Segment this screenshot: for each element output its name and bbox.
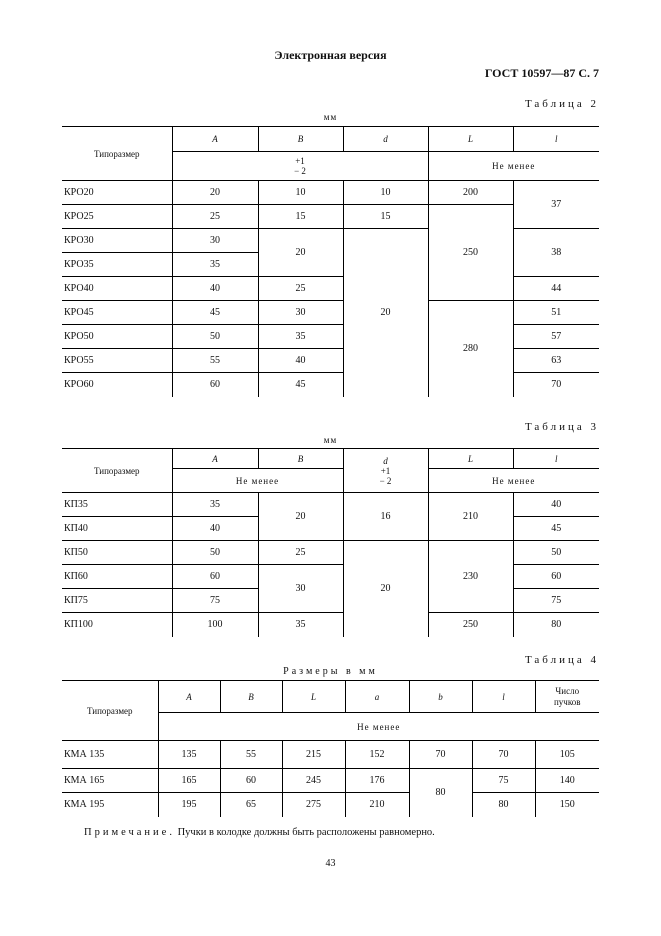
row-name: КРО40: [62, 277, 172, 301]
col-header-l: l: [513, 449, 599, 469]
cell-B: 30: [258, 565, 343, 613]
min-label-ll: Не менее: [428, 469, 599, 493]
cell-L: 275: [282, 793, 345, 817]
cell-B: 20: [258, 493, 343, 541]
row-name: КРО50: [62, 325, 172, 349]
header-electronic-version: Электронная версия: [274, 48, 387, 62]
cell-l: 63: [513, 349, 599, 373]
row-name: КРО45: [62, 301, 172, 325]
cell-bundle-count: 105: [535, 741, 599, 769]
cell-A: 35: [172, 253, 258, 277]
cell-a: 210: [345, 793, 409, 817]
col-header-typesize: Типоразмер: [62, 681, 158, 741]
cell-B: 25: [258, 541, 343, 565]
table2-unit: мм: [323, 112, 338, 122]
note-prefix: Примечание.: [84, 827, 175, 838]
table2: [62, 126, 599, 397]
cell-l: 51: [513, 301, 599, 325]
cell-B: 65: [220, 793, 282, 817]
cell-L: 230: [428, 541, 513, 613]
cell-d: 20: [343, 541, 428, 637]
table4: [62, 680, 599, 817]
col-header-A: A: [172, 449, 258, 469]
table3-label: Таблица 3: [524, 421, 599, 433]
cell-l: 50: [513, 541, 599, 565]
cell-A: 100: [172, 613, 258, 637]
min-label-ab: Не менее: [172, 469, 343, 493]
col-header-A: A: [158, 681, 220, 713]
table4-unit: Размеры в мм: [283, 666, 378, 677]
cell-L: 250: [428, 613, 513, 637]
table-row: [62, 493, 599, 517]
table-row: [62, 301, 599, 325]
table-row: [62, 565, 599, 589]
row-name: КРО60: [64, 379, 94, 391]
table3: [62, 448, 599, 637]
row-name: КРО25: [62, 205, 172, 229]
cell-A: 25: [172, 205, 258, 229]
table-row: [62, 325, 599, 349]
cell-d: 15: [343, 205, 428, 229]
cell-d: 16: [343, 493, 428, 541]
col-header-d: d: [343, 127, 428, 152]
cell-A: 30: [172, 229, 258, 253]
cell-B: 40: [258, 349, 343, 373]
table-row: [62, 373, 599, 397]
col-header-L: L: [282, 681, 345, 713]
cell-A: 55: [172, 349, 258, 373]
header-standard-ref: ГОСТ 10597—87 С. 7: [484, 66, 599, 80]
table-row: [62, 181, 599, 205]
cell-d: 10: [343, 181, 428, 205]
col-header-B: B: [258, 127, 343, 152]
row-name: КП50: [62, 541, 172, 565]
table-row: [62, 613, 599, 637]
cell-l: 38: [513, 229, 599, 277]
col-header-L: L: [428, 127, 513, 152]
cell-L: 250: [428, 205, 513, 301]
cell-l: 60: [513, 565, 599, 589]
cell-b: 70: [409, 741, 472, 769]
row-name: КРО20: [62, 181, 172, 205]
tolerance-minus: − 2: [294, 166, 306, 176]
cell-l: 80: [513, 613, 599, 637]
col-header-b: b: [409, 681, 472, 713]
col-header-d-letter: d: [383, 455, 388, 466]
cell-l: 70: [472, 741, 535, 769]
cell-B: 35: [258, 613, 343, 637]
table-row: [62, 741, 599, 769]
row-name: КМА 135: [62, 741, 158, 769]
col-header-B: B: [220, 681, 282, 713]
cell-B: 15: [258, 205, 343, 229]
col-header-typesize: Типоразмер: [62, 449, 172, 493]
cell-a: 152: [345, 741, 409, 769]
min-label: Не менее: [158, 713, 599, 741]
cell-l: 40: [513, 493, 599, 517]
cell-l: 70: [513, 373, 599, 397]
cell-l: 45: [513, 517, 599, 541]
cell-B: 20: [258, 229, 343, 277]
cell-l: 75: [472, 769, 535, 793]
cell-l: 57: [513, 325, 599, 349]
table-row: [62, 769, 599, 793]
cell-A: 50: [172, 541, 258, 565]
col-header-d: [343, 449, 428, 493]
cell-bundle-count: 140: [535, 769, 599, 793]
cell-l: 37: [513, 181, 599, 229]
cell-L: 200: [428, 181, 513, 205]
row-name: КП75: [62, 589, 172, 613]
cell-A: 135: [158, 741, 220, 769]
cell-A: 45: [172, 301, 258, 325]
col-header-bundle-count: Число пучков: [535, 681, 599, 713]
row-name: КМА 195: [64, 799, 105, 811]
col-header-B: B: [258, 449, 343, 469]
min-label: Не менее: [428, 152, 599, 181]
row-name: КП35: [62, 493, 172, 517]
col-header-a: a: [345, 681, 409, 713]
cell-B: 30: [258, 301, 343, 325]
tolerance-minus: − 2: [379, 475, 392, 486]
row-name: КМА 165: [62, 769, 158, 793]
cell-A: 20: [172, 181, 258, 205]
col-header-typesize: Типоразмер: [62, 127, 172, 181]
table-row: [62, 541, 599, 565]
cell-A: 50: [172, 325, 258, 349]
cell-A: 195: [158, 793, 220, 817]
cell-l: 44: [513, 277, 599, 301]
table-row: [62, 793, 599, 817]
note-text: Пучки в колодке должны быть расположены равномерно.: [177, 827, 435, 838]
cell-A: 40: [172, 517, 258, 541]
cell-B: 10: [258, 181, 343, 205]
cell-B: 25: [258, 277, 343, 301]
tolerance-plus: +1: [295, 156, 305, 166]
table-row: [62, 349, 599, 373]
table-row: [62, 229, 599, 253]
cell-B: 55: [220, 741, 282, 769]
cell-A: 75: [172, 589, 258, 613]
cell-A: 60: [172, 373, 258, 397]
cell-L: 245: [282, 769, 345, 793]
table-row: [62, 277, 599, 301]
table2-label: Таблица 2: [524, 98, 599, 110]
cell-L: 210: [428, 493, 513, 541]
cell-d: 20: [343, 229, 428, 397]
row-name: КРО30: [62, 229, 172, 253]
col-header-A: A: [172, 127, 258, 152]
cell-B: 35: [258, 325, 343, 349]
table4-label: Таблица 4: [524, 654, 599, 666]
page-number: 43: [325, 858, 336, 869]
table3-unit: мм: [323, 435, 338, 445]
cell-b: 80: [409, 769, 472, 817]
cell-A: 40: [172, 277, 258, 301]
cell-l: 75: [513, 589, 599, 613]
tolerance-cell: [172, 152, 428, 181]
note: [84, 827, 435, 838]
cell-A: 60: [172, 565, 258, 589]
cell-A: 35: [172, 493, 258, 517]
row-name: КП60: [62, 565, 172, 589]
row-name: КП40: [62, 517, 172, 541]
cell-a: 176: [345, 769, 409, 793]
row-name: КРО55: [62, 349, 172, 373]
col-header-L: L: [428, 449, 513, 469]
col-header-l: l: [513, 127, 599, 152]
col-header-l: l: [472, 681, 535, 713]
cell-l: 80: [472, 793, 535, 817]
cell-L: 215: [282, 741, 345, 769]
cell-B: 45: [258, 373, 343, 397]
cell-A: 165: [158, 769, 220, 793]
cell-bundle-count: 150: [535, 793, 599, 817]
cell-L: 280: [428, 301, 513, 397]
cell-B: 60: [220, 769, 282, 793]
tolerance-plus: +1: [380, 465, 391, 476]
row-name: КРО35: [62, 253, 172, 277]
row-name: КП100: [64, 619, 93, 631]
